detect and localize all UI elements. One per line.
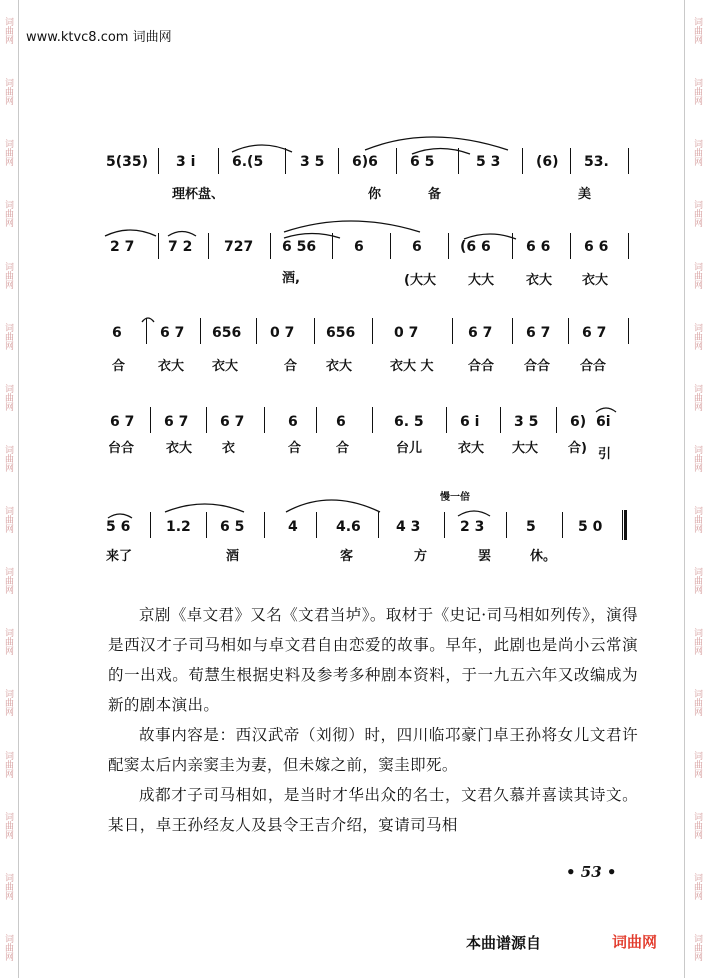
lyric: 衣 [222, 441, 236, 456]
bar-line [628, 318, 629, 344]
watermark-text: 词曲网 [692, 383, 702, 411]
tempo-marking: 慢一倍 [440, 492, 470, 503]
bar-line [396, 148, 397, 174]
watermark-text: 词曲网 [3, 78, 13, 106]
lyric: 台合 [108, 441, 135, 456]
note-group: 656 [212, 325, 242, 341]
note-group: 6 5 [220, 519, 245, 535]
watermark-text: 词曲网 [3, 750, 13, 778]
bar-line [208, 233, 209, 259]
watermark-text: 词曲网 [692, 139, 702, 167]
bar-line [200, 318, 201, 344]
note-group: 1.2 [166, 519, 191, 535]
note-group: 6 5 [410, 154, 435, 170]
lyric: 衣大 [212, 359, 239, 374]
final-bar-line [622, 510, 627, 540]
bar-line [512, 318, 513, 344]
bar-line [332, 233, 333, 259]
lyric: 衣大 [166, 441, 193, 456]
note-group: 6 [412, 239, 422, 255]
watermark-text: 词曲网 [3, 811, 13, 839]
bar-line [628, 148, 629, 174]
note-group: 5 [526, 519, 536, 535]
note-group: 6 7 [220, 414, 245, 430]
bar-line [314, 318, 315, 344]
watermark-text: 词曲网 [3, 567, 13, 595]
note-group: 5(35) [106, 154, 149, 170]
note-group: 7 2 [168, 239, 193, 255]
watermark-text: 词曲网 [3, 139, 13, 167]
note-group: 6 [288, 414, 298, 430]
source-label: 本曲谱源自 [466, 934, 542, 952]
lyric: 衣大 [526, 273, 553, 288]
lyric: 酒, [282, 271, 300, 286]
watermark-text: 词曲网 [692, 506, 702, 534]
bar-line [150, 407, 151, 433]
lyric: (大大 [404, 273, 436, 288]
lyric: 备 [428, 187, 442, 202]
lyric: 大大 [468, 273, 495, 288]
bar-line [372, 318, 373, 344]
note-group: 6 [112, 325, 122, 341]
watermark-text: 词曲网 [3, 200, 13, 228]
note-group: 5 3 [476, 154, 501, 170]
bar-line [158, 148, 159, 174]
paragraph: 成都才子司马相如，是当时才华出众的名士，文君久慕并喜读其诗文。某日，卓王孙经友人及县令王吉介绍，宴请司马相 [108, 786, 638, 834]
note-group: 3 5 [514, 414, 539, 430]
note-group: 6 7 [110, 414, 135, 430]
bar-line [338, 148, 339, 174]
lyric: 理杯盘、 [172, 187, 225, 202]
bar-line [270, 233, 271, 259]
note-group: 0 7 [394, 325, 419, 341]
note-group: (6) [536, 154, 559, 170]
watermark-text: 词曲网 [692, 261, 702, 289]
note-group: 6 7 [160, 325, 185, 341]
lyric: 方 [414, 549, 428, 564]
bar-line [446, 407, 447, 433]
bar-line [506, 512, 507, 538]
note-group: 4 3 [396, 519, 421, 535]
watermark-text: 词曲网 [3, 872, 13, 900]
watermark-text: 词曲网 [3, 506, 13, 534]
note-group: (6 6 [460, 239, 491, 255]
bar-line [256, 318, 257, 344]
note-group: 6 [336, 414, 346, 430]
bar-line [150, 512, 151, 538]
note-group: 6 7 [526, 325, 551, 341]
note-group: 6. 5 [394, 414, 424, 430]
lyric: 衣大 [582, 273, 609, 288]
bar-line [556, 407, 557, 433]
bar-line [448, 233, 449, 259]
note-group: 6 6 [584, 239, 609, 255]
note-group: 6i [596, 414, 611, 430]
lyric: 合 [112, 359, 126, 374]
lyric: 引 [598, 447, 612, 462]
bar-line [522, 148, 523, 174]
lyric: 衣大 [158, 359, 185, 374]
watermark-text: 词曲网 [692, 200, 702, 228]
lyric: 客 [340, 549, 354, 564]
watermark-text: 词曲网 [692, 811, 702, 839]
bar-line [628, 233, 629, 259]
bar-line [568, 318, 569, 344]
lyric: 来了 [106, 549, 133, 564]
note-group: 6 6 [526, 239, 551, 255]
bar-line [264, 512, 265, 538]
lyric: 衣大 [326, 359, 353, 374]
watermark-text: 词曲网 [3, 444, 13, 472]
lyric: 合 [288, 441, 302, 456]
note-group: 5 0 [578, 519, 603, 535]
note-group: 3 5 [300, 154, 325, 170]
bar-line [264, 407, 265, 433]
watermark-text: 词曲网 [692, 567, 702, 595]
lyric: 大大 [512, 441, 539, 456]
bar-line [372, 407, 373, 433]
paragraph: 京剧《卓文君》又名《文君当垆》。取材于《史记·司马相如列传》，演得是西汉才子司马相如与卓文君自由恋爱的故事。早年，此剧也是尚小云常演的一出戏。荀慧生根据史料及参考多种剧本资料，于一九五六年又改编成为新的剧本演出。 [108, 606, 638, 714]
bar-line [458, 148, 459, 174]
note-group: 5 6 [106, 519, 131, 535]
lyric: 合 [284, 359, 298, 374]
watermark-text: 词曲网 [692, 444, 702, 472]
lyric: 酒 [226, 549, 240, 564]
watermark-text: 词曲网 [692, 628, 702, 656]
note-group: 3 i [176, 154, 196, 170]
page-number: • 53 • [566, 863, 617, 881]
lyric: 衣大 大 [390, 359, 434, 374]
watermark-text: 词曲网 [692, 78, 702, 106]
bar-line [146, 318, 147, 344]
lyric: 你 [368, 187, 382, 202]
bar-line [316, 512, 317, 538]
lyric: 合合 [524, 359, 551, 374]
bar-line [500, 407, 501, 433]
note-group: 2 7 [110, 239, 135, 255]
site-watermark: www.ktvc8.com 词曲网 [26, 30, 172, 45]
watermark-text: 词曲网 [3, 628, 13, 656]
bar-line [206, 512, 207, 538]
lyric: 衣大 [458, 441, 485, 456]
lyric: 罢 [478, 549, 492, 564]
watermark-text: 词曲网 [692, 933, 702, 961]
note-group: 6 [354, 239, 364, 255]
lyric: 美 [578, 187, 592, 202]
watermark-text: 词曲网 [692, 872, 702, 900]
note-group: 727 [224, 239, 254, 255]
bar-line [316, 407, 317, 433]
lyric: 休。 [530, 549, 557, 564]
note-group: 4.6 [336, 519, 361, 535]
note-group: 6 7 [582, 325, 607, 341]
bar-line [390, 233, 391, 259]
bar-line [512, 233, 513, 259]
note-group: 6.(5 [232, 154, 264, 170]
watermark-text: 词曲网 [692, 17, 702, 45]
watermark-text: 词曲网 [3, 933, 13, 961]
lyric: 合 [336, 441, 350, 456]
article-body [108, 600, 638, 840]
lyric: 台儿 [396, 441, 423, 456]
note-group: 6)6 [352, 154, 378, 170]
note-group: 0 7 [270, 325, 295, 341]
watermark-text: 词曲网 [3, 17, 13, 45]
bar-line [444, 512, 445, 538]
lyric: 合合 [580, 359, 607, 374]
note-group: 6 7 [164, 414, 189, 430]
bar-line [562, 512, 563, 538]
bar-line [570, 233, 571, 259]
bar-line [570, 148, 571, 174]
watermark-text: 词曲网 [3, 383, 13, 411]
bar-line [218, 148, 219, 174]
note-group: 6 i [460, 414, 480, 430]
bar-line [206, 407, 207, 433]
bar-line [285, 148, 286, 174]
bar-line [378, 512, 379, 538]
bar-line [158, 233, 159, 259]
note-group: 6 7 [468, 325, 493, 341]
note-group: 6) [570, 414, 587, 430]
note-group: 2 3 [460, 519, 485, 535]
lyric: 合) [568, 441, 587, 456]
watermark-text: 词曲网 [3, 322, 13, 350]
note-group: 4 [288, 519, 298, 535]
paragraph: 故事内容是：西汉武帝（刘彻）时，四川临邛豪门卓王孙将女儿文君许配窦太后内亲窦圭为妻，但未嫁之前，窦圭即死。 [108, 726, 638, 774]
bar-line [452, 318, 453, 344]
note-group: 6 56 [282, 239, 317, 255]
note-group: 656 [326, 325, 356, 341]
watermark-text: 词曲网 [3, 689, 13, 717]
watermark-text: 词曲网 [3, 261, 13, 289]
watermark-text: 词曲网 [692, 750, 702, 778]
note-group: 53. [584, 154, 609, 170]
watermark-text: 词曲网 [692, 689, 702, 717]
lyric: 合合 [468, 359, 495, 374]
watermark-text: 词曲网 [692, 322, 702, 350]
source-site-link[interactable]: 词曲网 [612, 933, 658, 951]
